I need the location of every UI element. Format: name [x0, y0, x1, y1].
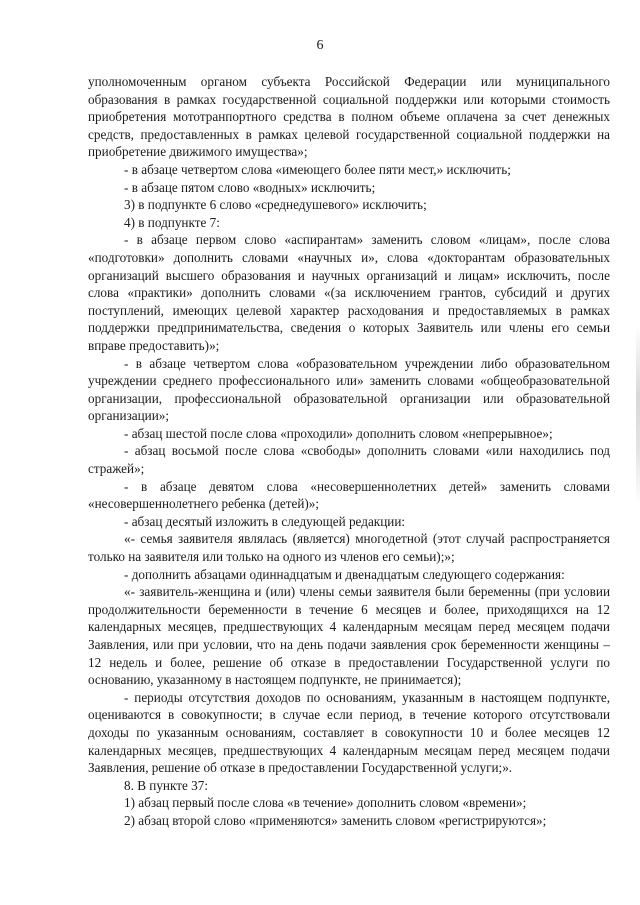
paragraph: «- заявитель-женщина и (или) члены семьи заявителя были беременны (при условии продолжительности беременности в течение 6 месяцев и более, приходящихся на 12 календарных месяцев, предшествующих 4 календарным месяцам перед месяцем подачи Заявления, или при условии, что на день подачи заявления срок беременности женщины – 12 недель и более, решение об отказе в предоставлении Государственной услуги по основанию, указанному в настоящем подпункте, не принимается); — [88, 584, 610, 688]
paragraph: 4) в подпункте 7: — [124, 214, 220, 230]
document-body — [88, 73, 610, 830]
paragraph: - абзац десятый изложить в следующей редакции: — [124, 513, 406, 529]
paragraph: - периоды отсутствия доходов по основаниям, указанным в настоящем подпункте, оцениваются в совокупности; в случае если период, в течение которого отсутствовали доходы по указанным основаниям, составляет в совокупности 10 и более месяцев 12 календарных месяцев, предшествующих 4 календарным месяцам перед месяцем подачи Заявления, решение об отказе в предоставлении Государственной услуги;». — [88, 689, 610, 776]
paragraph: уполномоченным органом субъекта Российской Федерации или муниципального образования в рамках государственной социальной поддержки или которыми стоимость приобретения мототранпортного средства в полном объеме оплачена за счет денежных средств, предоставленных в рамках целевой государственной социальной поддержки на приобретение движимого имущества»; — [88, 74, 610, 160]
page-number: 6 — [316, 38, 324, 53]
paragraph: - в абзаце девятом слова «несовершеннолетних детей» заменить словами «несовершеннолетнего ребенка (детей)»; — [88, 478, 610, 512]
paragraph: 1) абзац первый после слова «в течение» дополнить словом «времени»; — [124, 795, 527, 811]
paragraph: «- семья заявителя являлась (является) многодетной (этот случай распространяется только на заявителя или только на одного из членов его семьи);»; — [88, 531, 610, 565]
paragraph: - в абзаце четвертом слова «образовательном учреждении либо образовательном учреждении среднего профессионального или» заменить словами «общеобразовательной организации, профессиональной образовательной организации или образовательной организации»; — [88, 355, 610, 424]
paragraph: - в абзаце пятом слово «водных» исключить; — [124, 179, 376, 195]
paragraph: 8. В пункте 37: — [124, 777, 208, 793]
paragraph: - в абзаце первом слово «аспирантам» заменить словом «лицам», после слова «подготовки» дополнить словами «научных и», слова «докторантам образовательных организаций высшего образования и научных организаций и лицам» исключить, после слова «практики» дополнить словами «(за исключением грантов, субсидий и других поступлений, имеющих целевой характер расходования и предоставляемых в рамках поддержки предпринимательства, сведения о которых Заявитель или члены его семьи вправе предоставить)»; — [88, 232, 610, 353]
paragraph: - дополнить абзацами одиннадцатым и двенадцатым следующего содержания: — [124, 566, 565, 582]
paragraph: 2) абзац второй слово «применяются» заменить словом «регистрируются»; — [124, 812, 547, 828]
paragraph: - абзац шестой после слова «проходили» дополнить словом «непрерывное»; — [124, 425, 553, 441]
paragraph: - абзац восьмой после слова «свободы» дополнить словами «или находились под стражей»; — [88, 443, 610, 477]
scan-edge-shadow — [636, 325, 640, 505]
paragraph: - в абзаце четвертом слова «имеющего более пяти мест,» исключить; — [124, 161, 511, 177]
paragraph: 3) в подпункте 6 слово «среднедушевого» исключить; — [124, 197, 427, 213]
